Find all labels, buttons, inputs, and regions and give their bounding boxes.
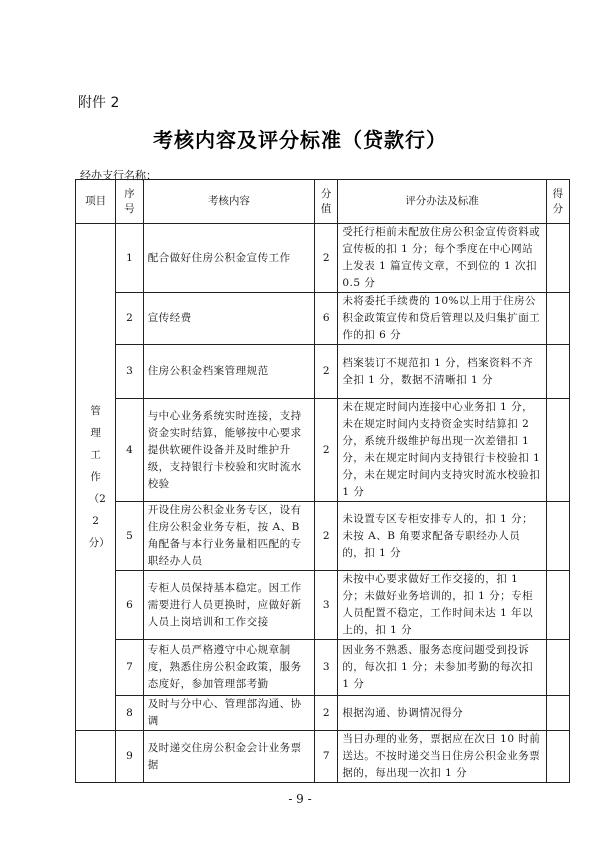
branch-name-label: 经办支行名称： bbox=[80, 169, 157, 182]
row-method: 因业务不熟悉、服务态度问题受到投诉的，每次扣 1 分；未参加考勤的每次扣 1 分 bbox=[338, 640, 546, 696]
row-content: 住房公积金档案管理规范 bbox=[143, 345, 314, 399]
row-method: 根据沟通、协调情况得分 bbox=[338, 696, 546, 731]
row-got bbox=[546, 399, 569, 502]
row-got bbox=[546, 731, 569, 783]
row-got bbox=[546, 502, 569, 571]
group-cell-empty bbox=[76, 731, 116, 783]
row-content: 专柜人员保持基本稳定。因工作需要进行人员更换时，应做好新人员上岗培训和工作交接 bbox=[143, 571, 314, 640]
table-row bbox=[76, 345, 570, 399]
row-got bbox=[546, 571, 569, 640]
row-got bbox=[546, 293, 569, 345]
attachment-label: 附件 2 bbox=[78, 95, 120, 111]
row-score: 6 bbox=[315, 293, 338, 345]
row-seq: 6 bbox=[116, 571, 144, 640]
row-content: 宣传经费 bbox=[143, 293, 314, 345]
scoring-table bbox=[75, 179, 570, 783]
row-seq: 3 bbox=[116, 345, 144, 399]
table-row bbox=[76, 293, 570, 345]
header-score: 分值 bbox=[315, 180, 338, 224]
row-method: 受托行柜前未配放住房公积金宣传资料或宣传板的扣 1 分；每个季度在中心网站上发表 1 篇宣传文章，不到位的 1 次扣 0.5 分 bbox=[338, 224, 546, 293]
row-seq: 9 bbox=[116, 731, 144, 783]
header-seq: 序号 bbox=[116, 180, 144, 224]
row-got bbox=[546, 696, 569, 731]
row-method: 未按中心要求做好工作交接的，扣 1 分；未做好业务培训的，扣 1 分；专柜人员配置不稳定，工作时间未达 1 年以上的，扣 1 分 bbox=[338, 571, 546, 640]
table-row bbox=[76, 399, 570, 502]
row-seq: 7 bbox=[116, 640, 144, 696]
row-content: 专柜人员严格遵守中心规章制度，熟悉住房公积金政策，服务态度好，参加管理部考勤 bbox=[143, 640, 314, 696]
header-content: 考核内容 bbox=[143, 180, 314, 224]
table-header-row bbox=[76, 180, 570, 224]
row-seq: 8 bbox=[116, 696, 144, 731]
row-score: 2 bbox=[315, 696, 338, 731]
row-method: 未设置专区专柜安排专人的，扣 1 分；未按 A、B 角要求配备专职经办人员的，扣 1 分 bbox=[338, 502, 546, 571]
row-method: 档案装订不规范扣 1 分，档案资料不齐全扣 1 分，数据不清晰扣 1 分 bbox=[338, 345, 546, 399]
document-title: 考核内容及评分标准（贷款行） bbox=[153, 128, 447, 152]
row-score: 3 bbox=[315, 640, 338, 696]
row-score: 2 bbox=[315, 345, 338, 399]
table-row bbox=[76, 731, 570, 783]
row-score: 3 bbox=[315, 571, 338, 640]
table-row bbox=[76, 571, 570, 640]
table-row bbox=[76, 224, 570, 293]
table-row bbox=[76, 640, 570, 696]
row-content: 配合做好住房公积金宣传工作 bbox=[143, 224, 314, 293]
row-method: 当日办理的业务，票据应在次日 10 时前送达。不按时递交当日住房公积金业务票据的，每出现一次扣 1 分 bbox=[338, 731, 546, 783]
row-content: 开设住房公积金业务专区，设有住房公积金业务专柜，按 A、B 角配备与本行业务量相匹配的专职经办人员 bbox=[143, 502, 314, 571]
page-number: - 9 - bbox=[288, 792, 312, 806]
row-score: 2 bbox=[315, 224, 338, 293]
header-method: 评分办法及标准 bbox=[338, 180, 546, 224]
row-seq: 4 bbox=[116, 399, 144, 502]
row-got bbox=[546, 640, 569, 696]
row-seq: 2 bbox=[116, 293, 144, 345]
row-method: 未在规定时间内连接中心业务扣 1 分，未在规定时间内支持资金实时结算扣 2 分，系统升级维护每出现一次差错扣 1 分，未在规定时间内支持银行卡校验扣 1 分，未在规定时间内支持灾时流水校验扣 1 分 bbox=[338, 399, 546, 502]
row-score: 7 bbox=[315, 731, 338, 783]
row-got bbox=[546, 345, 569, 399]
row-seq: 5 bbox=[116, 502, 144, 571]
group-cell bbox=[76, 224, 116, 731]
row-score: 2 bbox=[315, 399, 338, 502]
header-got: 得分 bbox=[546, 180, 569, 224]
row-method: 未将委托手续费的 10%以上用于住房公积金政策宣传和贷后管理以及归集扩面工作的扣 6 分 bbox=[338, 293, 546, 345]
header-item: 项目 bbox=[76, 180, 116, 224]
row-score: 2 bbox=[315, 502, 338, 571]
table-row bbox=[76, 696, 570, 731]
table-row bbox=[76, 502, 570, 571]
row-seq: 1 bbox=[116, 224, 144, 293]
row-content: 及时与分中心、管理部沟通、协调 bbox=[143, 696, 314, 731]
row-content: 及时递交住房公积金会计业务票据 bbox=[143, 731, 314, 783]
row-content: 与中心业务系统实时连接，支持资金实时结算，能够按中心要求提供软硬件设备并及时维护升级，支持银行卡校验和灾时流水校验 bbox=[143, 399, 314, 502]
group-label: 管理工作（22分） bbox=[88, 405, 110, 549]
row-got bbox=[546, 224, 569, 293]
